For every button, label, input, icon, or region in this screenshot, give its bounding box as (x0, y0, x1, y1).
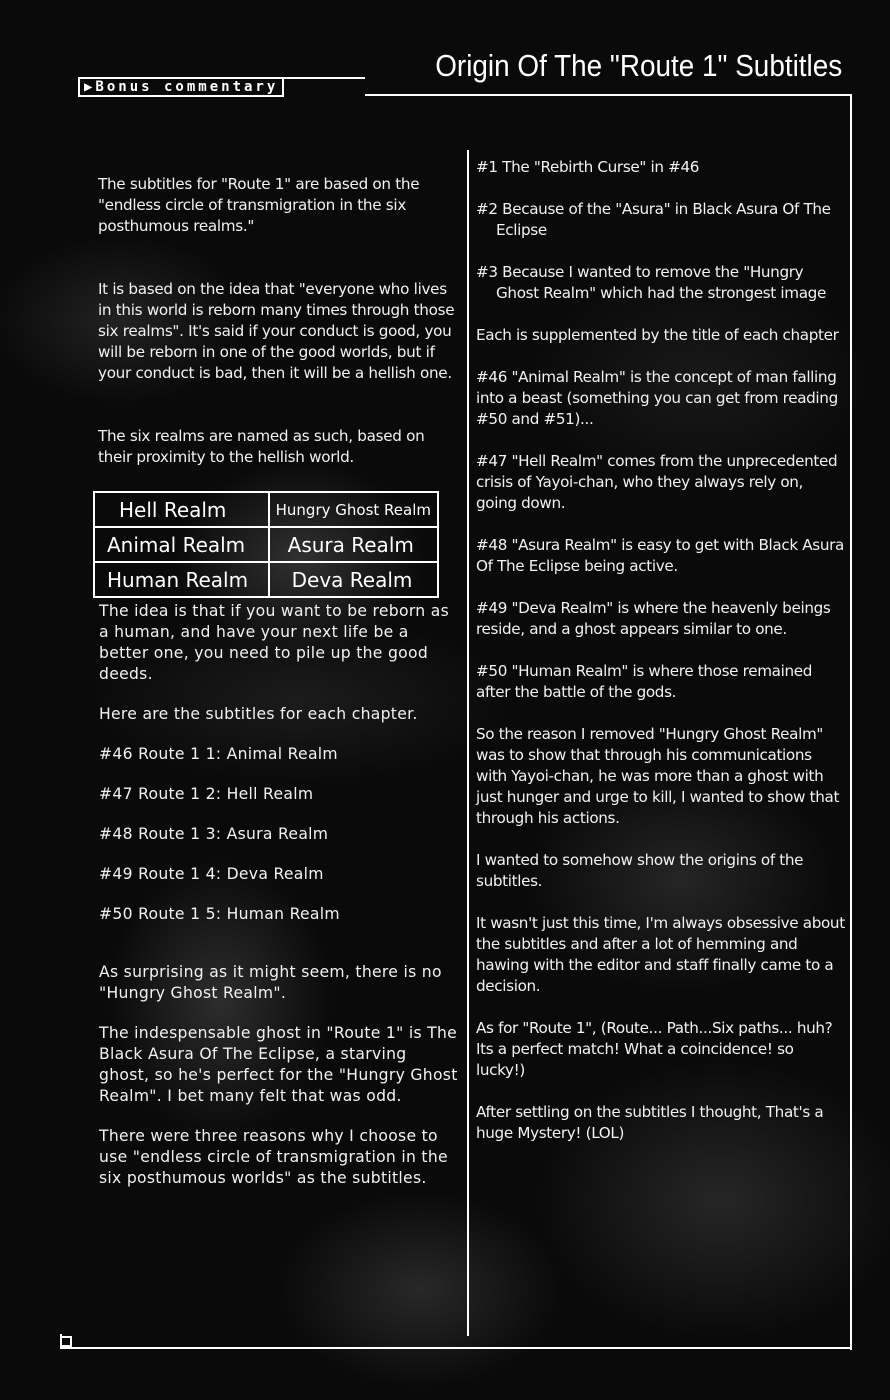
closing-paragraph: As surprising as it might seem, there is no "Hungry Ghost Realm". (99, 963, 442, 1002)
reason-item: #1 The "Rebirth Curse" in #46 (476, 158, 700, 176)
table-row (94, 492, 438, 527)
table-cell: Animal Realm (94, 527, 269, 562)
list-item: #49 Route 1 4: Deva Realm (99, 865, 324, 883)
section-label: ▶Bonus commentary (78, 79, 284, 97)
body-paragraph: After settling on the subtitles I thought, That's a huge Mystery! (LOL) (476, 1103, 824, 1142)
intro-paragraph: It is based on the idea that "everyone who lives in this world is reborn many times through those six realms". It's said if your conduct is good, you will be reborn in one of the good worlds, but if your conduct is bad, then it will be a hellish one. (98, 280, 455, 382)
table-row (94, 527, 438, 562)
list-item: #46 Route 1 1: Animal Realm (99, 745, 338, 763)
body-paragraph: As for "Route 1", (Route... Path...Six paths... huh? Its a perfect match! What a coincidence! so lucky!) (476, 1019, 833, 1079)
table-cell: Hell Realm (94, 492, 269, 527)
column-divider (467, 150, 469, 1336)
table-cell: Asura Realm (269, 527, 438, 562)
body-paragraph: So the reason I removed "Hungry Ghost Realm" was to show that through his communications with Yayoi-chan, he was more than a ghost with just hunger and urge to kill, I wanted to show that through his actions. (476, 725, 840, 827)
frame-top-border (365, 94, 852, 96)
left-column-body (99, 601, 459, 1208)
body-paragraph: #50 "Human Realm" is where those remained after the battle of the gods. (476, 662, 813, 701)
list-item: #48 Route 1 3: Asura Realm (99, 825, 329, 843)
corner-ornament-icon (62, 1336, 72, 1347)
table-cell: Human Realm (94, 562, 269, 597)
body-paragraph: Each is supplemented by the title of each chapter (476, 326, 839, 344)
list-item: #47 Route 1 2: Hell Realm (99, 785, 314, 803)
table-cell: Hungry Ghost Realm (269, 492, 438, 527)
idea-paragraph: The idea is that if you want to be reborn as a human, and have your next life be a better one, you need to pile up the good deeds. (99, 602, 450, 683)
body-paragraph: #46 "Animal Realm" is the concept of man falling into a beast (something you can get from reading #50 and #51)... (476, 368, 838, 428)
table-cell: Deva Realm (269, 562, 438, 597)
closing-paragraph: The indespensable ghost in "Route 1" is The Black Asura Of The Eclipse, a starving ghost, so he's perfect for the "Hungry Ghost Realm". I bet many felt that was odd. (99, 1024, 458, 1105)
chapter-subtitle-list (99, 744, 459, 925)
body-paragraph: It wasn't just this time, I'm always obsessive about the subtitles and after a lot of hemming and hawing with the editor and staff finally came to a decision. (476, 914, 845, 995)
reason-item: #3 Because I wanted to remove the "Hungry Ghost Realm" which had the strongest image (476, 263, 826, 302)
body-paragraph: I wanted to somehow show the origins of the subtitles. (476, 851, 804, 890)
frame-right-border (850, 94, 852, 1350)
chapters-intro: Here are the subtitles for each chapter. (99, 705, 418, 723)
right-column (476, 157, 846, 1165)
body-paragraph: #48 "Asura Realm" is easy to get with Black Asura Of The Eclipse being active. (476, 536, 844, 575)
reason-item: #2 Because of the "Asura" in Black Asura Of The Eclipse (476, 200, 831, 239)
intro-paragraph: The six realms are named as such, based on their proximity to the hellish world. (98, 427, 425, 466)
closing-paragraph: There were three reasons why I choose to use "endless circle of transmigration in the six posthumous worlds" as the subtitles. (99, 1127, 448, 1187)
table-row (94, 562, 438, 597)
frame-bottom-border (60, 1347, 852, 1349)
body-paragraph: #47 "Hell Realm" comes from the unprecedented crisis of Yayoi-chan, who they always rely on, going down. (476, 452, 838, 512)
list-item: #50 Route 1 5: Human Realm (99, 905, 340, 923)
body-paragraph: #49 "Deva Realm" is where the heavenly beings reside, and a ghost appears similar to one. (476, 599, 831, 638)
six-realms-table (93, 491, 439, 598)
left-column-intro (98, 174, 458, 510)
intro-paragraph: The subtitles for "Route 1" are based on the "endless circle of transmigration in the six posthumous realms." (98, 175, 420, 235)
page-title: Origin Of The "Route 1" Subtitles (435, 48, 842, 83)
